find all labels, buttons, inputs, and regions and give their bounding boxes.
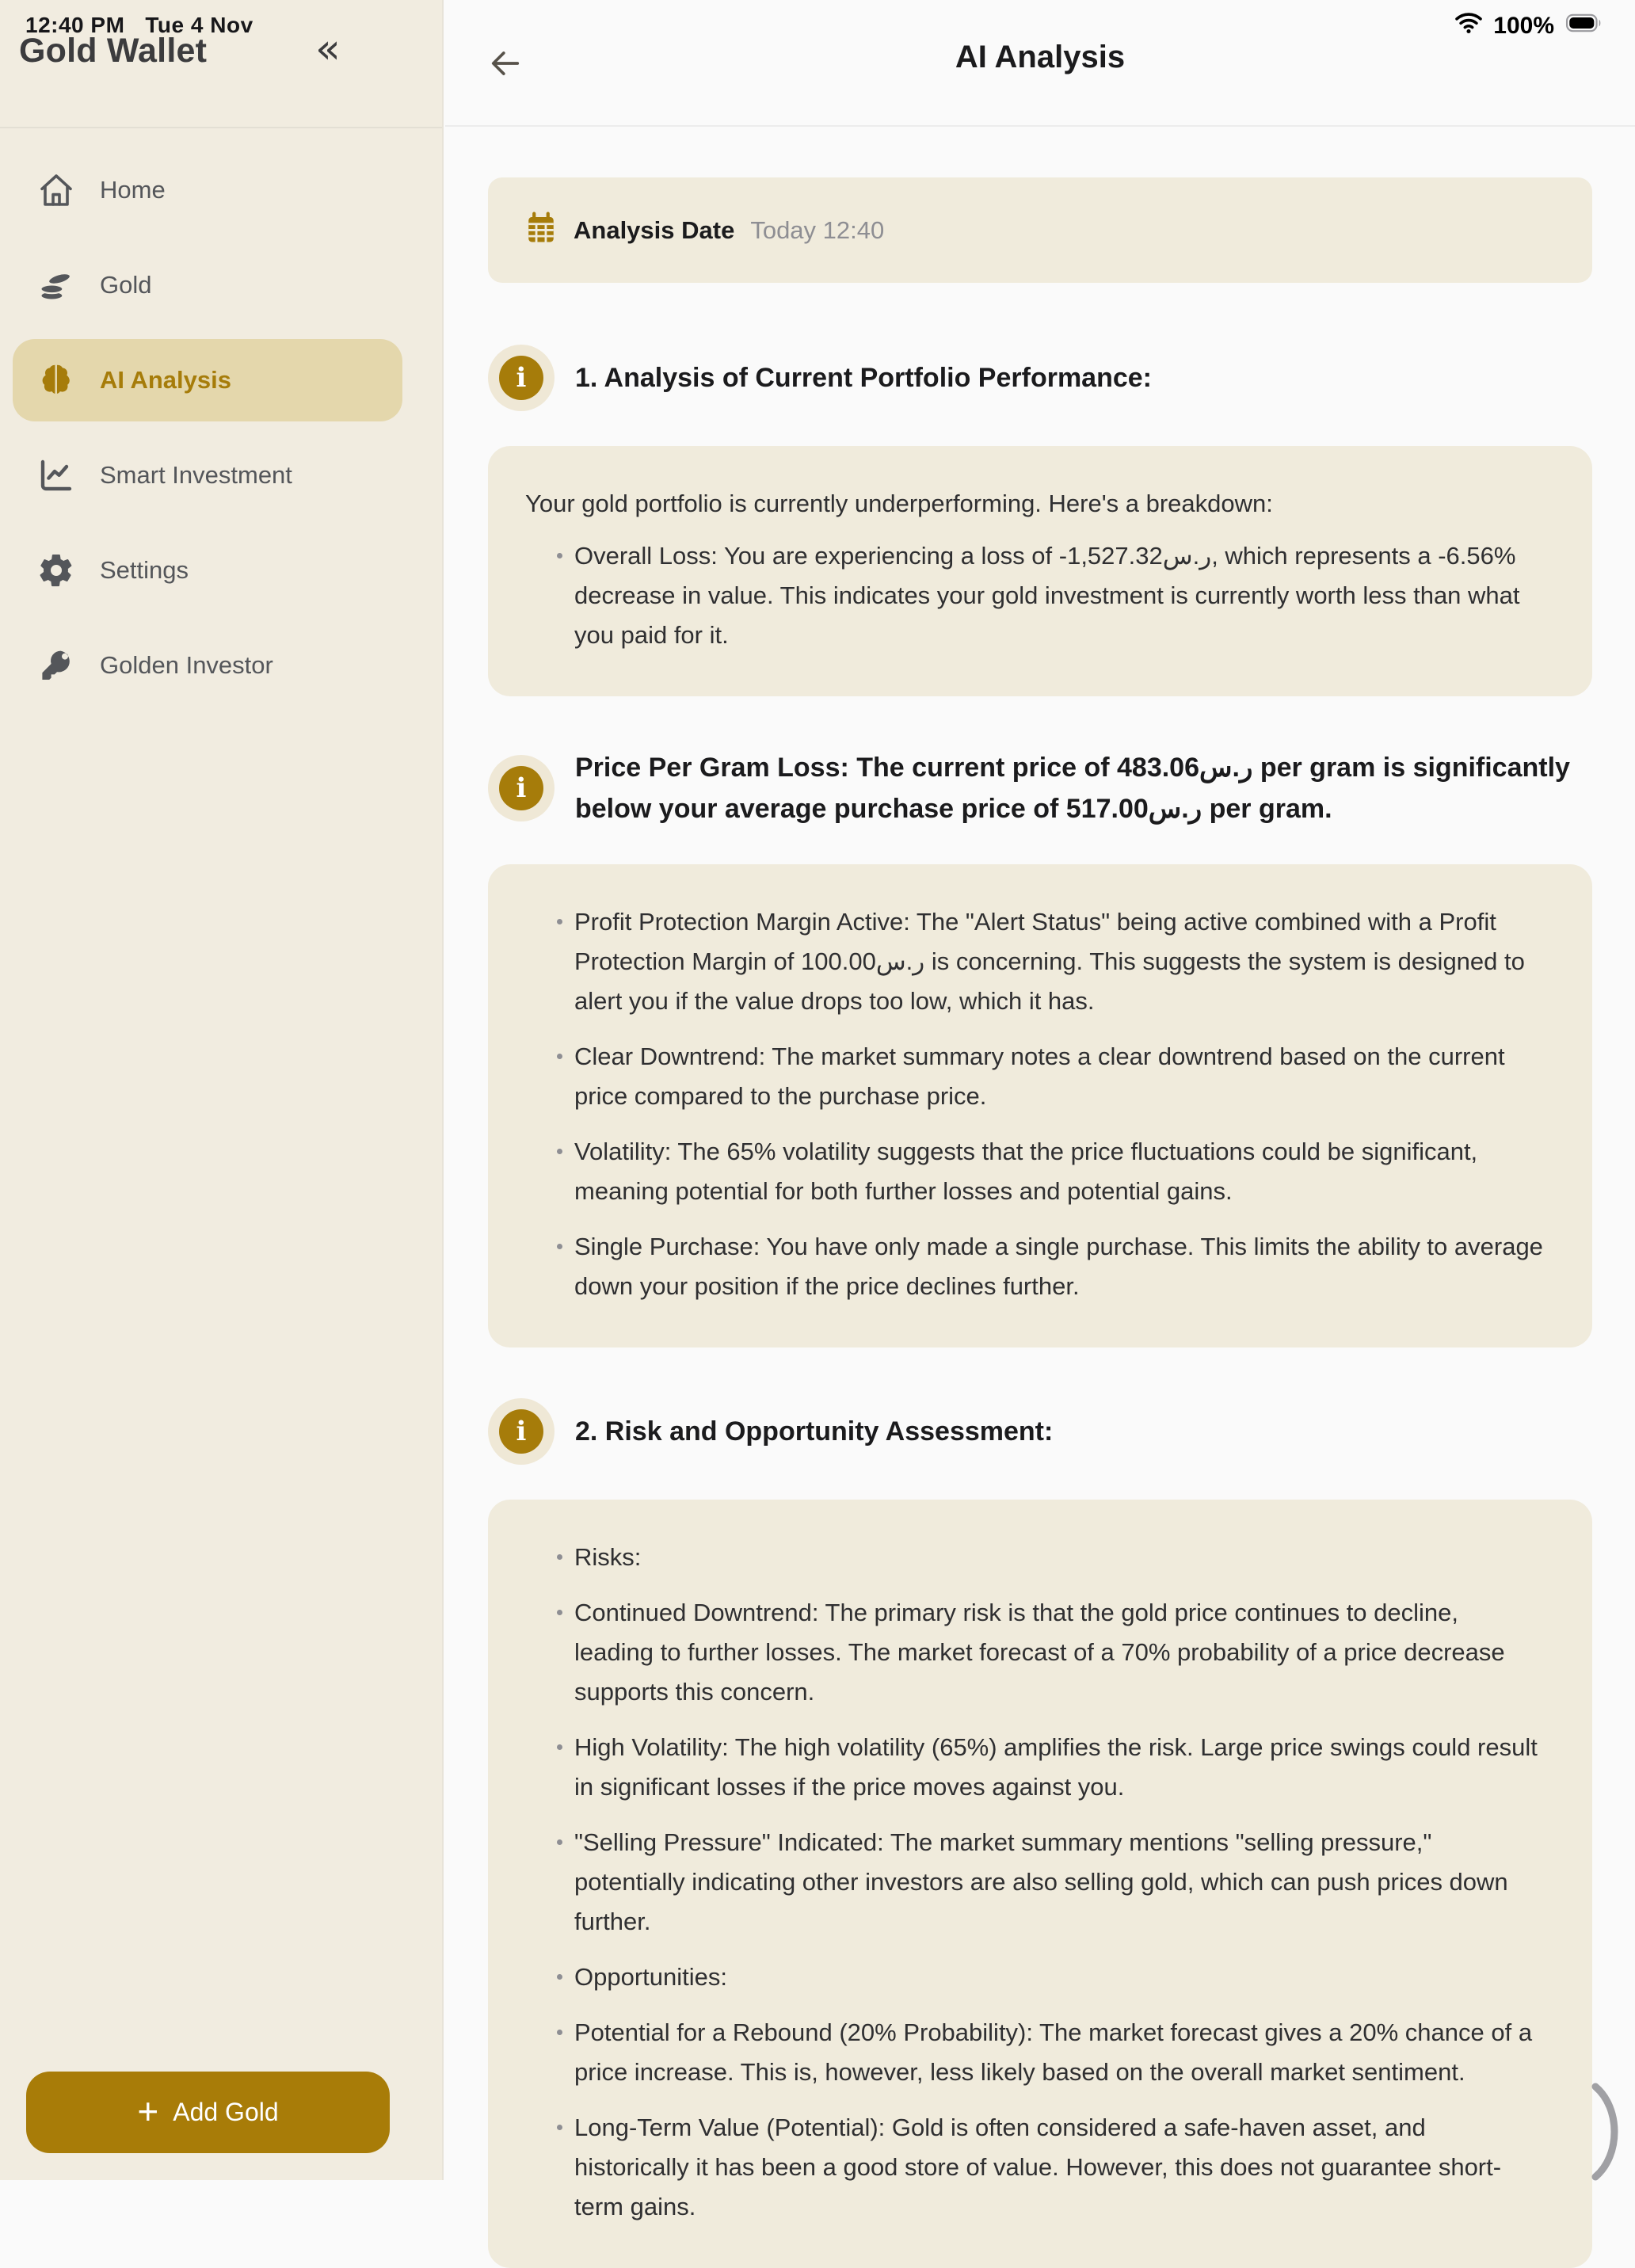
bullet-item: Single Purchase: You have only made a single purchase. This limits the ability to average down your position if the price declines further. — [557, 1227, 1543, 1306]
bullet-item: Potential for a Rebound (20% Probability): The market forecast gives a 20% chance of a price increase. This is, however, less likely based on the overall market sentiment. — [557, 2013, 1543, 2092]
add-gold-button[interactable]: + Add Gold — [26, 2072, 390, 2153]
battery-percent: 100% — [1493, 13, 1554, 39]
content-column — [488, 127, 1592, 2268]
info-icon: i — [488, 755, 555, 821]
sidebar-item-label: Home — [100, 176, 166, 204]
section-title: Price Per Gram Loss: The current price of 483.06ر.س per gram is significantly below your average purchase price of 517.00ر.س per gram. — [575, 753, 1570, 824]
sidebar-item-golden-investor[interactable] — [13, 624, 402, 707]
sidebar-nav — [13, 149, 402, 719]
bullet-item: Opportunities: — [557, 1957, 1543, 1997]
sidebar-item-label: Settings — [100, 556, 189, 584]
bullet-item: High Volatility: The high volatility (65%) amplifies the risk. Large price swings could result in significant losses if the price moves against you. — [557, 1728, 1543, 1807]
bullet-item: Clear Downtrend: The market summary notes a clear downtrend based on the current price compared to the purchase price. — [557, 1037, 1543, 1116]
sidebar-item-gold[interactable] — [13, 244, 402, 326]
sidebar-item-settings[interactable] — [13, 529, 402, 612]
section-title: 1. Analysis of Current Portfolio Performance: — [575, 363, 1152, 393]
bullet-item: Overall Loss: You are experiencing a loss of -1,527.32ر.س, which represents a -6.56% decrease in value. This indicates your gold investment is currently worth less than what you paid for it. — [557, 536, 1543, 655]
sidebar-divider — [0, 127, 442, 128]
sidebar-item-label: Gold — [100, 271, 152, 299]
app-title: Gold Wallet — [19, 32, 208, 70]
sidebar-item-label: AI Analysis — [100, 366, 231, 394]
section-heading-row — [488, 345, 1592, 411]
bullet-item: Volatility: The 65% volatility suggests that the price fluctuations could be significant, meaning potential for both further losses and potential gains. — [557, 1132, 1543, 1211]
card-intro: Your gold portfolio is currently underperforming. Here's a breakdown: — [525, 490, 1273, 517]
bullet-item: Long-Term Value (Potential): Gold is often considered a safe-haven asset, and historically it has been a good store of value. However, this does not guarantee short-term gains. — [557, 2108, 1543, 2227]
gear-icon — [37, 551, 75, 589]
bullet-list — [525, 536, 1543, 655]
status-time: 12:40 PM — [25, 13, 125, 37]
calendar-icon — [524, 212, 558, 249]
analysis-card — [488, 864, 1592, 1347]
main-panel — [445, 0, 1635, 2220]
key-icon — [37, 646, 75, 684]
analysis-date-value: Today 12:40 — [750, 215, 885, 244]
bullet-item: Profit Protection Margin Active: The "Alert Status" being active combined with a Profit Protection Margin of 100.00ر.س is concerning. This suggests the system is designed to alert you if the value drops too low, which it has. — [557, 902, 1543, 1021]
brain-icon — [37, 361, 75, 399]
chart-line-icon — [37, 456, 75, 494]
analysis-date-label: Analysis Date — [574, 215, 735, 244]
analysis-card — [488, 1500, 1592, 2268]
sidebar-item-ai-analysis[interactable] — [13, 339, 402, 421]
analysis-card — [488, 446, 1592, 696]
sidebar-item-home[interactable] — [13, 149, 402, 231]
status-date: Tue 4 Nov — [145, 13, 253, 37]
section-heading-row — [488, 1398, 1592, 1465]
section-title: 2. Risk and Opportunity Assessment: — [575, 1416, 1054, 1447]
page-header — [445, 0, 1635, 127]
page-title: AI Analysis — [955, 40, 1126, 74]
info-icon: i — [488, 345, 555, 411]
sidebar-item-label: Smart Investment — [100, 461, 292, 489]
bullet-list — [525, 1538, 1543, 2227]
bullet-item: Continued Downtrend: The primary risk is that the gold price continues to decline, leading to further losses. The market forecast of a 70% probability of a price decrease supports this concern. — [557, 1593, 1543, 1712]
bullet-list — [525, 902, 1543, 1306]
home-icon — [37, 171, 75, 209]
sidebar-item-label: Golden Investor — [100, 651, 273, 679]
sidebar-item-smart-investment[interactable] — [13, 434, 402, 516]
bullet-item: "Selling Pressure" Indicated: The market summary mentions "selling pressure," potentially indicating other investors are also selling gold, which can push prices down further. — [557, 1823, 1543, 1942]
coins-icon — [37, 266, 75, 304]
analysis-date-banner — [488, 177, 1592, 283]
scroll-indicator[interactable] — [1587, 2083, 1629, 2185]
section-heading-row — [488, 747, 1592, 829]
sidebar-collapse-button[interactable]: « — [315, 25, 341, 73]
info-icon: i — [488, 1398, 555, 1465]
add-gold-label: Add Gold — [173, 2098, 279, 2126]
sidebar — [0, 0, 444, 2180]
bullet-item: Risks: — [557, 1538, 1543, 1577]
